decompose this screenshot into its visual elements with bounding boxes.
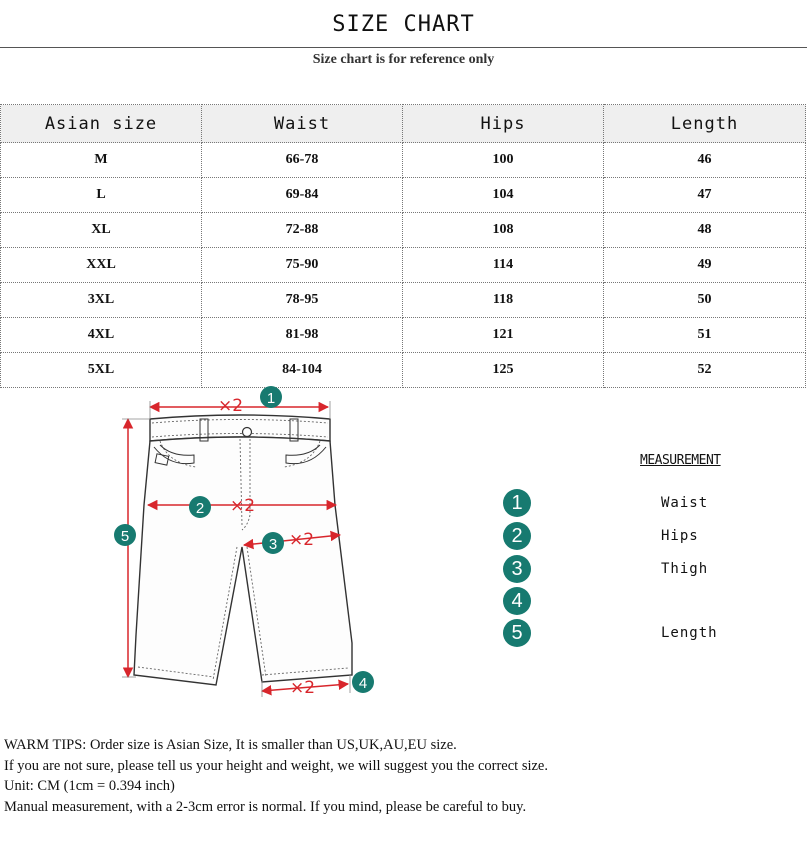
cell-waist: 69-84 — [202, 178, 403, 213]
table-row — [1, 283, 806, 318]
legend-label: Length — [661, 625, 718, 641]
warm-tips — [4, 735, 548, 817]
cell-length: 49 — [604, 248, 806, 283]
table-row — [1, 143, 806, 178]
cell-length: 50 — [604, 283, 806, 318]
table-row — [1, 318, 806, 353]
page-title: SIZE CHART — [332, 12, 475, 37]
svg-text:2: 2 — [195, 500, 205, 517]
size-table — [0, 104, 806, 388]
cell-size: L — [1, 178, 202, 213]
table-row — [1, 248, 806, 283]
measurement-heading: MEASUREMENT — [640, 453, 721, 468]
waist-multiplier: ×2 — [218, 396, 244, 416]
cell-length: 52 — [604, 353, 806, 388]
marker-3 — [262, 532, 284, 554]
cell-waist: 75-90 — [202, 248, 403, 283]
legend-label: Hips — [661, 528, 699, 544]
legend-number: 5 — [503, 619, 531, 647]
cell-hips: 104 — [403, 178, 604, 213]
svg-text:5: 5 — [120, 528, 130, 545]
legend-number: 1 — [503, 489, 531, 517]
legend-label: Waist — [661, 495, 709, 511]
svg-text:1: 1 — [266, 390, 276, 407]
button-icon — [243, 428, 252, 437]
cell-size: 5XL — [1, 353, 202, 388]
marker-5 — [114, 524, 136, 546]
cell-hips: 125 — [403, 353, 604, 388]
table-header-row — [1, 105, 806, 143]
cell-hips: 108 — [403, 213, 604, 248]
subtitle: Size chart is for reference only — [312, 52, 495, 67]
header-waist: Waist — [202, 105, 403, 143]
hem-multiplier: ×2 — [290, 678, 316, 698]
title-divider — [0, 47, 807, 48]
hips-multiplier: ×2 — [230, 496, 256, 516]
cell-hips: 114 — [403, 248, 604, 283]
table-row — [1, 178, 806, 213]
tip-line: Unit: CM (1cm = 0.394 inch) — [4, 778, 175, 794]
legend-number: 2 — [503, 522, 531, 550]
cell-size: XXL — [1, 248, 202, 283]
cell-size: XL — [1, 213, 202, 248]
cell-length: 48 — [604, 213, 806, 248]
legend-label: Thigh — [661, 561, 709, 577]
cell-length: 47 — [604, 178, 806, 213]
tip-line: Manual measurement, with a 2-3cm error is normal. If you mind, please be careful to buy. — [4, 798, 527, 815]
legend-number: 4 — [503, 587, 531, 615]
cell-waist: 66-78 — [202, 143, 403, 178]
cell-size: M — [1, 143, 202, 178]
cell-waist: 84-104 — [202, 353, 403, 388]
cell-length: 51 — [604, 318, 806, 353]
tip-line: If you are not sure, please tell us your height and weight, we will suggest you the correct size. — [4, 757, 548, 774]
cell-waist: 78-95 — [202, 283, 403, 318]
marker-4 — [352, 671, 374, 693]
shorts-diagram — [90, 375, 390, 720]
table-row — [1, 213, 806, 248]
cell-hips: 118 — [403, 283, 604, 318]
legend-number: 3 — [503, 555, 531, 583]
cell-size: 3XL — [1, 283, 202, 318]
svg-text:3: 3 — [268, 536, 278, 553]
marker-2 — [189, 496, 211, 518]
cell-length: 46 — [604, 143, 806, 178]
thigh-multiplier: ×2 — [289, 530, 315, 550]
header-asian-size: Asian size — [1, 105, 202, 143]
header-length: Length — [604, 105, 806, 143]
marker-1 — [260, 386, 282, 408]
svg-text:4: 4 — [358, 675, 368, 692]
cell-waist: 72-88 — [202, 213, 403, 248]
cell-size: 4XL — [1, 318, 202, 353]
cell-waist: 81-98 — [202, 318, 403, 353]
header-hips: Hips — [403, 105, 604, 143]
cell-hips: 100 — [403, 143, 604, 178]
cell-hips: 121 — [403, 318, 604, 353]
tip-line: WARM TIPS: Order size is Asian Size, It is smaller than US,UK,AU,EU size. — [4, 737, 457, 753]
